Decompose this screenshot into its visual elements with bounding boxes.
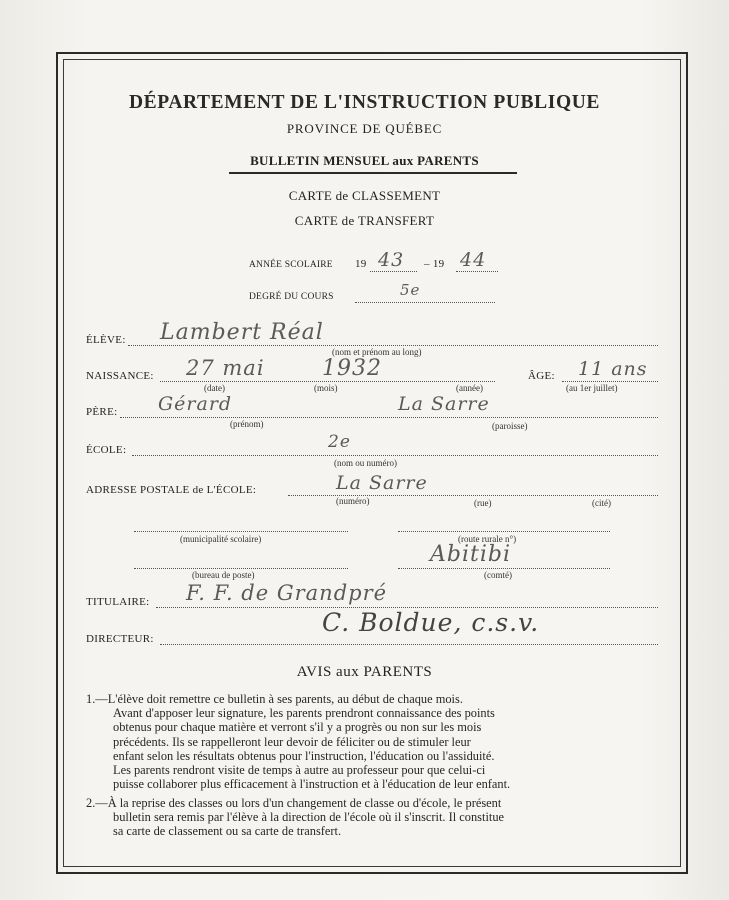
municipalite-line (134, 531, 348, 532)
naissance-day-month: 27 mai (186, 356, 265, 380)
avis-paragraph-1 (86, 692, 678, 791)
age-value: 11 ans (578, 358, 648, 380)
directeur-label: DIRECTEUR: (86, 633, 154, 645)
annee-line-1 (370, 271, 417, 272)
ecole-value: 2e (328, 432, 351, 452)
annee-caption: (année) (456, 383, 483, 393)
avis-p1-line: obtenus pour chaque matière et verront s'il y a progrès ou non sur les mois (113, 720, 482, 735)
ecole-label: ÉCOLE: (86, 444, 127, 456)
carte-transfert-heading: CARTE de TRANSFERT (294, 213, 435, 228)
eleve-line (128, 345, 658, 346)
province-subtitle: PROVINCE DE QUÉBEC (286, 121, 443, 136)
bureau-caption: (bureau de poste) (192, 570, 255, 580)
route-line (398, 531, 610, 532)
pere-line (120, 417, 658, 418)
directeur-line (160, 644, 658, 645)
avis-p2-line: sa carte de classement ou sa carte de transfert. (113, 824, 342, 839)
eleve-label: ÉLÈVE: (86, 334, 126, 346)
avis-paragraph-2 (86, 796, 678, 839)
naissance-line (160, 381, 495, 382)
pere-paroisse-caption: (paroisse) (492, 421, 528, 431)
avis-p2-number: 2.— (86, 796, 108, 810)
eleve-value: Lambert Réal (160, 320, 324, 345)
avis-p2-line: 2.—À la reprise des classes ou lors d'un changement de classe ou d'école, le présent (86, 796, 502, 810)
avis-p1-line: Avant d'apposer leur signature, les parents prendront connaissance des points (113, 706, 495, 721)
pere-prenom: Gérard (158, 393, 233, 415)
annee-prefix: 19 (355, 258, 367, 270)
date-caption: (date) (204, 383, 225, 393)
naissance-year: 1932 (322, 356, 382, 381)
avis-p1-line: puisse collaborer plus efficacement à l'instruction et à l'éducation de leur enfant. (113, 777, 511, 792)
pere-paroisse: La Sarre (398, 393, 490, 415)
comte-line (398, 568, 610, 569)
naissance-label: NAISSANCE: (86, 370, 154, 382)
avis-p1-line: Les parents rendront visite de temps à autre au professeur pour que celui-ci (113, 763, 486, 778)
numero-caption: (numéro) (336, 496, 370, 506)
titulaire-value: F. F. de Grandpré (186, 581, 388, 605)
age-line (562, 381, 658, 382)
avis-p1-number: 1.— (86, 692, 108, 706)
bulletin-title: BULLETIN MENSUEL aux PARENTS (250, 153, 479, 168)
age-label: ÂGE: (528, 370, 555, 382)
annee-value-1: 43 (378, 249, 405, 271)
age-caption: (au 1er juillet) (566, 383, 618, 393)
eleve-caption: (nom et prénom au long) (332, 347, 422, 357)
adresse-label: ADRESSE POSTALE de L'ÉCOLE: (86, 484, 257, 496)
avis-title: AVIS aux PARENTS (296, 664, 433, 680)
avis-p1-line: enfant selon les résultats obtenus pour l'instruction, l'éducation ou l'assiduité. (113, 748, 495, 763)
comte-caption: (comté) (484, 570, 512, 580)
mois-caption: (mois) (314, 383, 338, 393)
annee-label: ANNÉE SCOLAIRE (249, 260, 333, 270)
cite-caption: (cité) (592, 498, 611, 508)
adresse-value: La Sarre (336, 472, 428, 494)
titulaire-label: TITULAIRE: (86, 596, 150, 608)
annee-value-2: 44 (460, 249, 487, 271)
bulletin-underline (229, 172, 517, 174)
ecole-line (132, 455, 658, 456)
avis-p1-line: précédents. Ils se rappelleront leur devoir de féliciter ou de stimuler leur (113, 734, 471, 749)
rue-caption: (rue) (474, 498, 492, 508)
route-caption: (route rurale n°) (458, 534, 517, 544)
degre-line (355, 302, 495, 303)
ecole-caption: (nom ou numéro) (334, 458, 397, 468)
bureau-line (134, 568, 348, 569)
degre-label: DEGRÉ DU COURS (249, 292, 334, 302)
municipalite-caption: (municipalité scolaire) (180, 534, 262, 544)
comte-value: Abitibi (430, 542, 512, 567)
degre-value: 5e (400, 281, 421, 299)
carte-classement-heading: CARTE de CLASSEMENT (288, 188, 441, 203)
directeur-signature: C. Boldue, c.s.v. (322, 608, 540, 637)
avis-p2-line: bulletin sera remis par l'élève à la direction de l'école où il s'inscrit. Il constitue (113, 810, 505, 825)
pere-prenom-caption: (prénom) (230, 419, 264, 429)
department-title: DÉPARTEMENT DE L'INSTRUCTION PUBLIQUE (129, 92, 600, 113)
annee-separator: – 19 (424, 258, 445, 270)
avis-p1-line: 1.—L'élève doit remettre ce bulletin à ses parents, au début de chaque mois. (86, 692, 463, 706)
annee-line-2 (456, 271, 498, 272)
pere-label: PÈRE: (86, 406, 118, 418)
